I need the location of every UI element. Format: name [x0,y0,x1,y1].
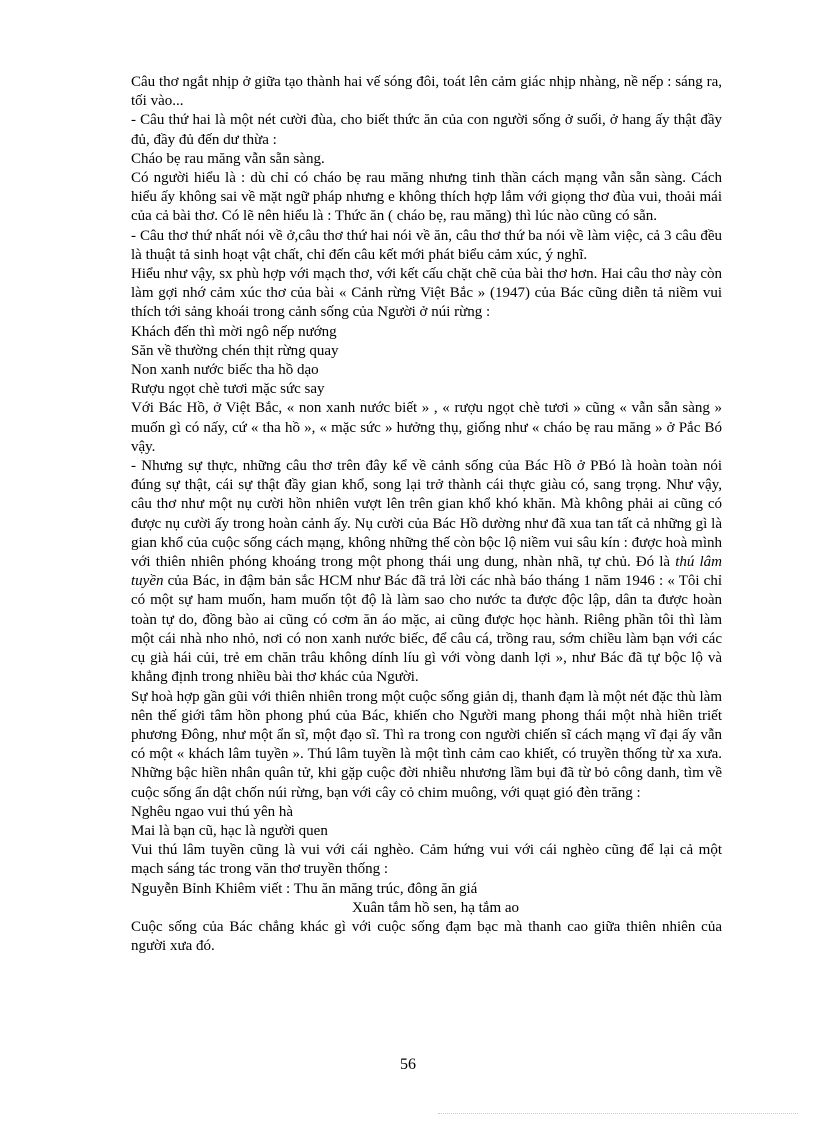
paragraph: Với Bác Hồ, ở Việt Bắc, « non xanh nước biết » , « rượu ngọt chè tươi » cũng « vẫn sẵn sàng » muốn gì có nấy, cứ « tha hồ », « mặc sức » hưởng thụ, giống như « cháo bẹ rau măng » ở Pắc Bó vậy. [131,400,722,455]
document-body [131,73,722,956]
paragraph-with-emphasis [131,457,722,687]
paragraph-text-before: - Nhưng sự thực, những câu thơ trên đây kể về cảnh sống của Bác Hồ ở PBó là hoàn toàn nói đúng sự thật, cái sự thật đầy gian khổ, song lại trở thành cái thực giàu có, sang trọng. Như vậy, câu thơ như một nụ cười hồn nhiên vượt lên trên gian khổ khó khăn. Mà không phải ai cũng có được nụ cười ấy trong hoàn cảnh ấy. Nụ cười của Bác Hồ dường như đã xua tan tất cả những gì là gian khổ của cuộc sống cách mạng, không những thế còn bộc lộ niềm vui sâu kín : được hoà mình với thiên nhiên phóng khoáng trong một phong thái ung dung, nhàn nhã, tự chủ. Đó là [131,458,722,571]
paragraph: Có người hiểu là : dù chỉ có cháo bẹ rau măng nhưng tinh thần cách mạng vẫn sẵn sàng. Cách hiểu ấy không sai về mặt ngữ pháp nhưng e không thích hợp lắm với giọng thơ đùa vui, thoải mái của cả bài thơ. Có lẽ nên hiểu là : Thức ăn ( cháo bẹ, rau măng) thì lúc nào cũng có sẵn. [131,170,722,225]
verse-line: Rượu ngọt chè tươi mặc sức say [131,381,325,398]
paragraph: Hiểu như vậy, sx phù hợp với mạch thơ, với kết cấu chặt chẽ của bài thơ hơn. Hai câu thơ này còn làm gợi nhớ cảm xúc thơ của bài « Cảnh rừng Việt Bắc » (1947) của Bác cũng diễn tả niềm vui thích tới sảng khoái trong cảnh sống của Người ở núi rừng : [131,266,722,321]
verse-line: Khách đến thì mời ngô nếp nướng [131,323,337,340]
page-number: 56 [400,1056,416,1073]
paragraph: Cuộc sống của Bác chẳng khác gì với cuộc sống đạm bạc mà thanh cao giữa thiên nhiên của người xưa đó. [131,918,722,955]
verse-line: Nghêu ngao vui thú yên hà [131,803,294,820]
verse-line: Non xanh nước biếc tha hồ dạo [131,362,319,379]
paragraph: - Câu thứ hai là một nét cười đùa, cho biết thức ăn của con người sống ở suối, ở hang ấy thật đầy đủ, đầy đủ đến dư thừa : [131,112,722,148]
paragraph: - Câu thơ thứ nhất nói về ở,câu thơ thứ hai nói về ăn, câu thơ thứ ba nói về làm việc, cả 3 câu đều là thuật tả sinh hoạt vật chất, chỉ đến câu kết mới phát biểu cảm xúc, ý nghĩ. [131,227,722,263]
paragraph: Câu thơ ngắt nhịp ở giữa tạo thành hai vế sóng đôi, toát lên cảm giác nhịp nhàng, nề nếp : sáng ra, tối vào... [131,74,722,110]
footer-divider [438,1113,798,1114]
emphasis-text: thú lâm tuyền [131,554,723,590]
verse-line: Mai là bạn cũ, hạc là người quen [131,822,328,839]
verse-line-indented: Xuân tắm hồ sen, hạ tắm ao [352,899,520,916]
verse-line: Nguyễn Bỉnh Khiêm viết : Thu ăn măng trúc, đông ăn giá [131,880,478,897]
verse-line: Cháo bẹ rau măng vẫn sẵn sàng. [131,150,325,167]
paragraph: Sự hoà hợp gần gũi với thiên nhiên trong một cuộc sống giản dị, thanh đạm là một nét đặc thù làm nên thế giới tâm hồn phong phú của Bác, khiến cho Người mang phong thái một nhà hiền triết phương Đông, như một ẩn sĩ, một đạo sĩ. Thì ra trong con người chiến sĩ cách mạng vĩ đại ấy vẫn có một « khách lâm tuyền ». Thú lâm tuyền là một tình cảm cao khiết, có truyền thống từ xa xưa. Những bậc hiền nhân quân tử, khi gặp cuộc đời nhiễu nhương lầm bụi đã từ bỏ công danh, tìm về cuộc sống ẩn dật chốn núi rừng, bạn với cây cỏ chim muông, với quạt gió đèn trăng : [131,688,722,801]
paragraph: Vui thú lâm tuyền cũng là vui với cái nghèo. Cảm hứng vui với cái nghèo cũng để lại cả một mạch sáng tác trong văn thơ truyền thống : [131,842,722,878]
paragraph-text-after: của Bác, in đậm bản sắc HCM như Bác đã trả lời các nhà báo tháng 1 năm 1946 : « Tôi chỉ có một sự ham muốn, ham muốn tột độ là làm sao cho nước ta được độc lập, dân ta được hoàn toàn tự do, đồng bào ai cũng có cơm ăn áo mặc, ai cũng được học hành. Riêng phần tôi thì làm một cái nhà nho nhỏ, nơi có non xanh nước biếc, để câu cá, trồng rau, sớm chiều làm bạn với các cụ già hái củi, trẻ em chăn trâu không dính líu gì với vòng danh lợi », như Bác đã tự bộc lộ và khẳng định trong nhiều bài thơ khác của Người. [131,573,722,686]
verse-line: Săn về thường chén thịt rừng quay [131,342,339,359]
